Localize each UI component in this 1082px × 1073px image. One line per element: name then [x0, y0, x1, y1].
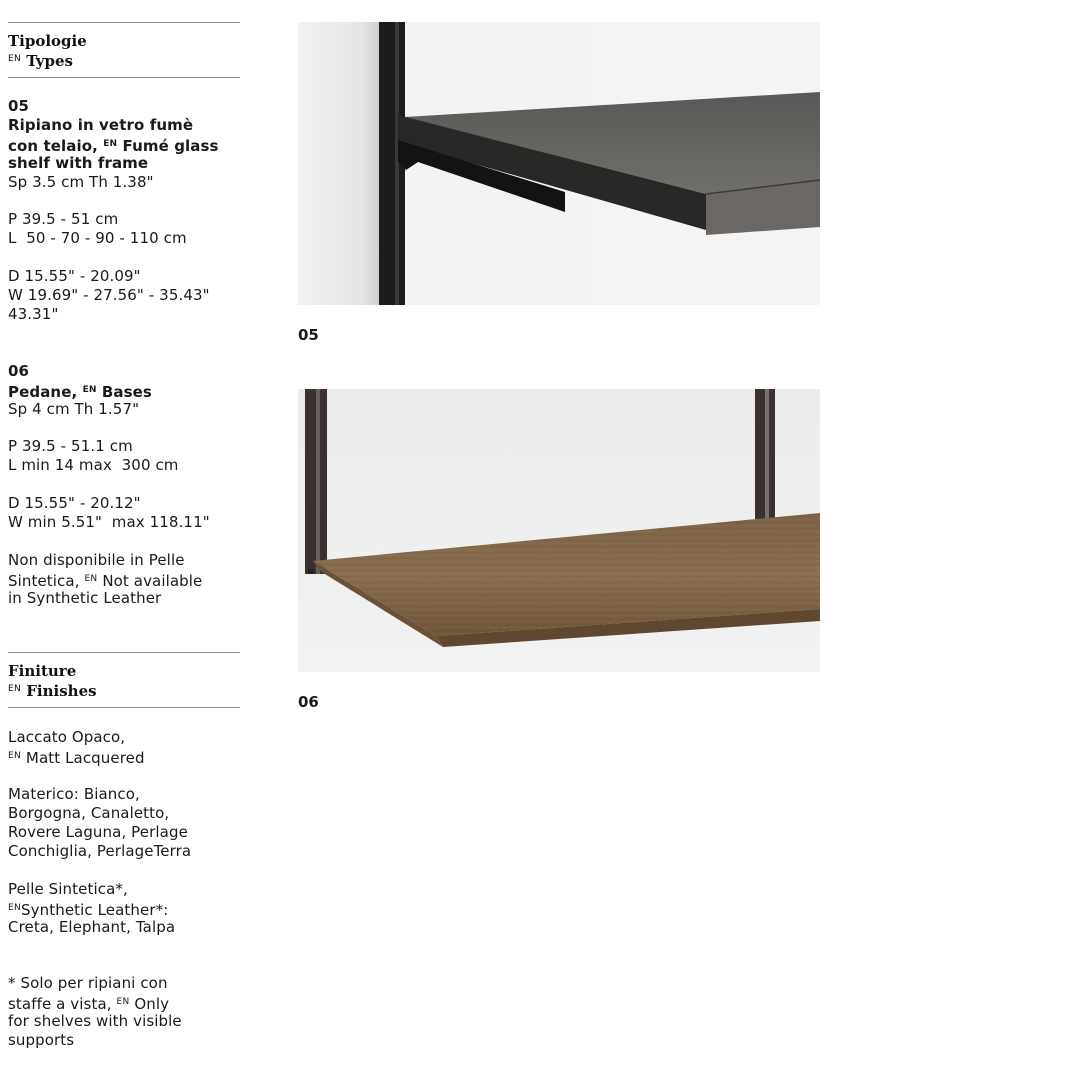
footnote-4: supports	[8, 1031, 75, 1049]
en-tag: EN	[8, 751, 22, 761]
item-thickness: Sp 4 cm Th 1.57"	[8, 400, 140, 418]
en-tag: EN	[103, 139, 118, 149]
footnote-2	[8, 993, 169, 1014]
item-note-cont	[8, 570, 202, 591]
divider-types	[8, 77, 240, 78]
divider-finishes-top	[8, 652, 240, 653]
finish-leather-colors: Creta, Elephant, Talpa	[8, 918, 176, 936]
item-name-en-cont: shelf with frame	[8, 154, 149, 172]
finish-materico-2: Borgogna, Canaletto,	[8, 804, 170, 822]
item-number: 06	[8, 362, 30, 380]
en-tag: EN	[8, 684, 22, 694]
item-note-it: Sintetica,	[8, 572, 85, 590]
finish-materico-1: Materico: Bianco,	[8, 785, 140, 803]
en-tag: EN	[82, 385, 97, 395]
types-heading	[8, 32, 87, 70]
item-depth-in: D 15.55" - 20.12"	[8, 494, 141, 512]
item-name-en: Bases	[96, 383, 152, 401]
en-tag: EN	[8, 54, 22, 64]
footnote-1: * Solo per ripiani con	[8, 974, 168, 992]
finish-lacquer-en: Matt Lacquered	[21, 749, 145, 767]
divider-finishes	[8, 707, 240, 708]
item-note-en-cont: in Synthetic Leather	[8, 589, 162, 607]
item-thickness: Sp 3.5 cm Th 1.38"	[8, 173, 154, 191]
photo-label-06: 06	[298, 693, 319, 711]
item-note: Non disponibile in Pelle	[8, 551, 185, 569]
finishes-heading-it: Finiture	[8, 662, 77, 680]
finish-leather-en: Synthetic Leather*:	[21, 901, 169, 919]
footnote-en: Only	[129, 995, 170, 1013]
types-heading-en: Types	[26, 52, 73, 70]
footnote-it: staffe a vista,	[8, 995, 117, 1013]
finishes-heading	[8, 662, 97, 700]
types-heading-it: Tipologie	[8, 32, 87, 50]
fume-glass-shelf-photo	[298, 22, 820, 305]
item-depth-cm: P 39.5 - 51.1 cm	[8, 437, 133, 455]
item-length-cm: L min 14 max 300 cm	[8, 456, 179, 474]
finish-materico-4: Conchiglia, PerlageTerra	[8, 842, 192, 860]
item-name-it: Pedane,	[8, 383, 83, 401]
item-name-en: Fumé glass	[117, 137, 219, 155]
item-name	[8, 381, 152, 402]
item-depth-in: D 15.55" - 20.09"	[8, 267, 141, 285]
item-name-it: Ripiano in vetro fumè	[8, 116, 194, 134]
item-length-cm: L 50 - 70 - 90 - 110 cm	[8, 229, 187, 247]
finish-lacquer-it: Laccato Opaco,	[8, 728, 126, 746]
finish-leather-en-line	[8, 899, 168, 920]
finish-leather-it: Pelle Sintetica*,	[8, 880, 128, 898]
en-tag: EN	[84, 574, 98, 584]
item-number: 05	[8, 97, 30, 115]
en-tag: EN	[8, 903, 22, 913]
finishes-heading-en: Finishes	[26, 682, 97, 700]
en-tag: EN	[116, 997, 130, 1007]
finish-materico-3: Rovere Laguna, Perlage	[8, 823, 188, 841]
photo-label-05: 05	[298, 326, 319, 344]
item-width-in: W 19.69" - 27.56" - 35.43"	[8, 286, 210, 304]
item-depth-cm: P 39.5 - 51 cm	[8, 210, 119, 228]
item-name-it-cont: con telaio,	[8, 137, 104, 155]
wood-base-photo	[298, 389, 820, 672]
finish-lacquer-en-line	[8, 747, 145, 768]
divider-top	[8, 22, 240, 23]
item-note-en: Not available	[97, 572, 203, 590]
item-name-line2	[8, 135, 219, 156]
footnote-3: for shelves with visible	[8, 1012, 182, 1030]
item-width-in: W min 5.51" max 118.11"	[8, 513, 210, 531]
item-width-in-cont: 43.31"	[8, 305, 59, 323]
